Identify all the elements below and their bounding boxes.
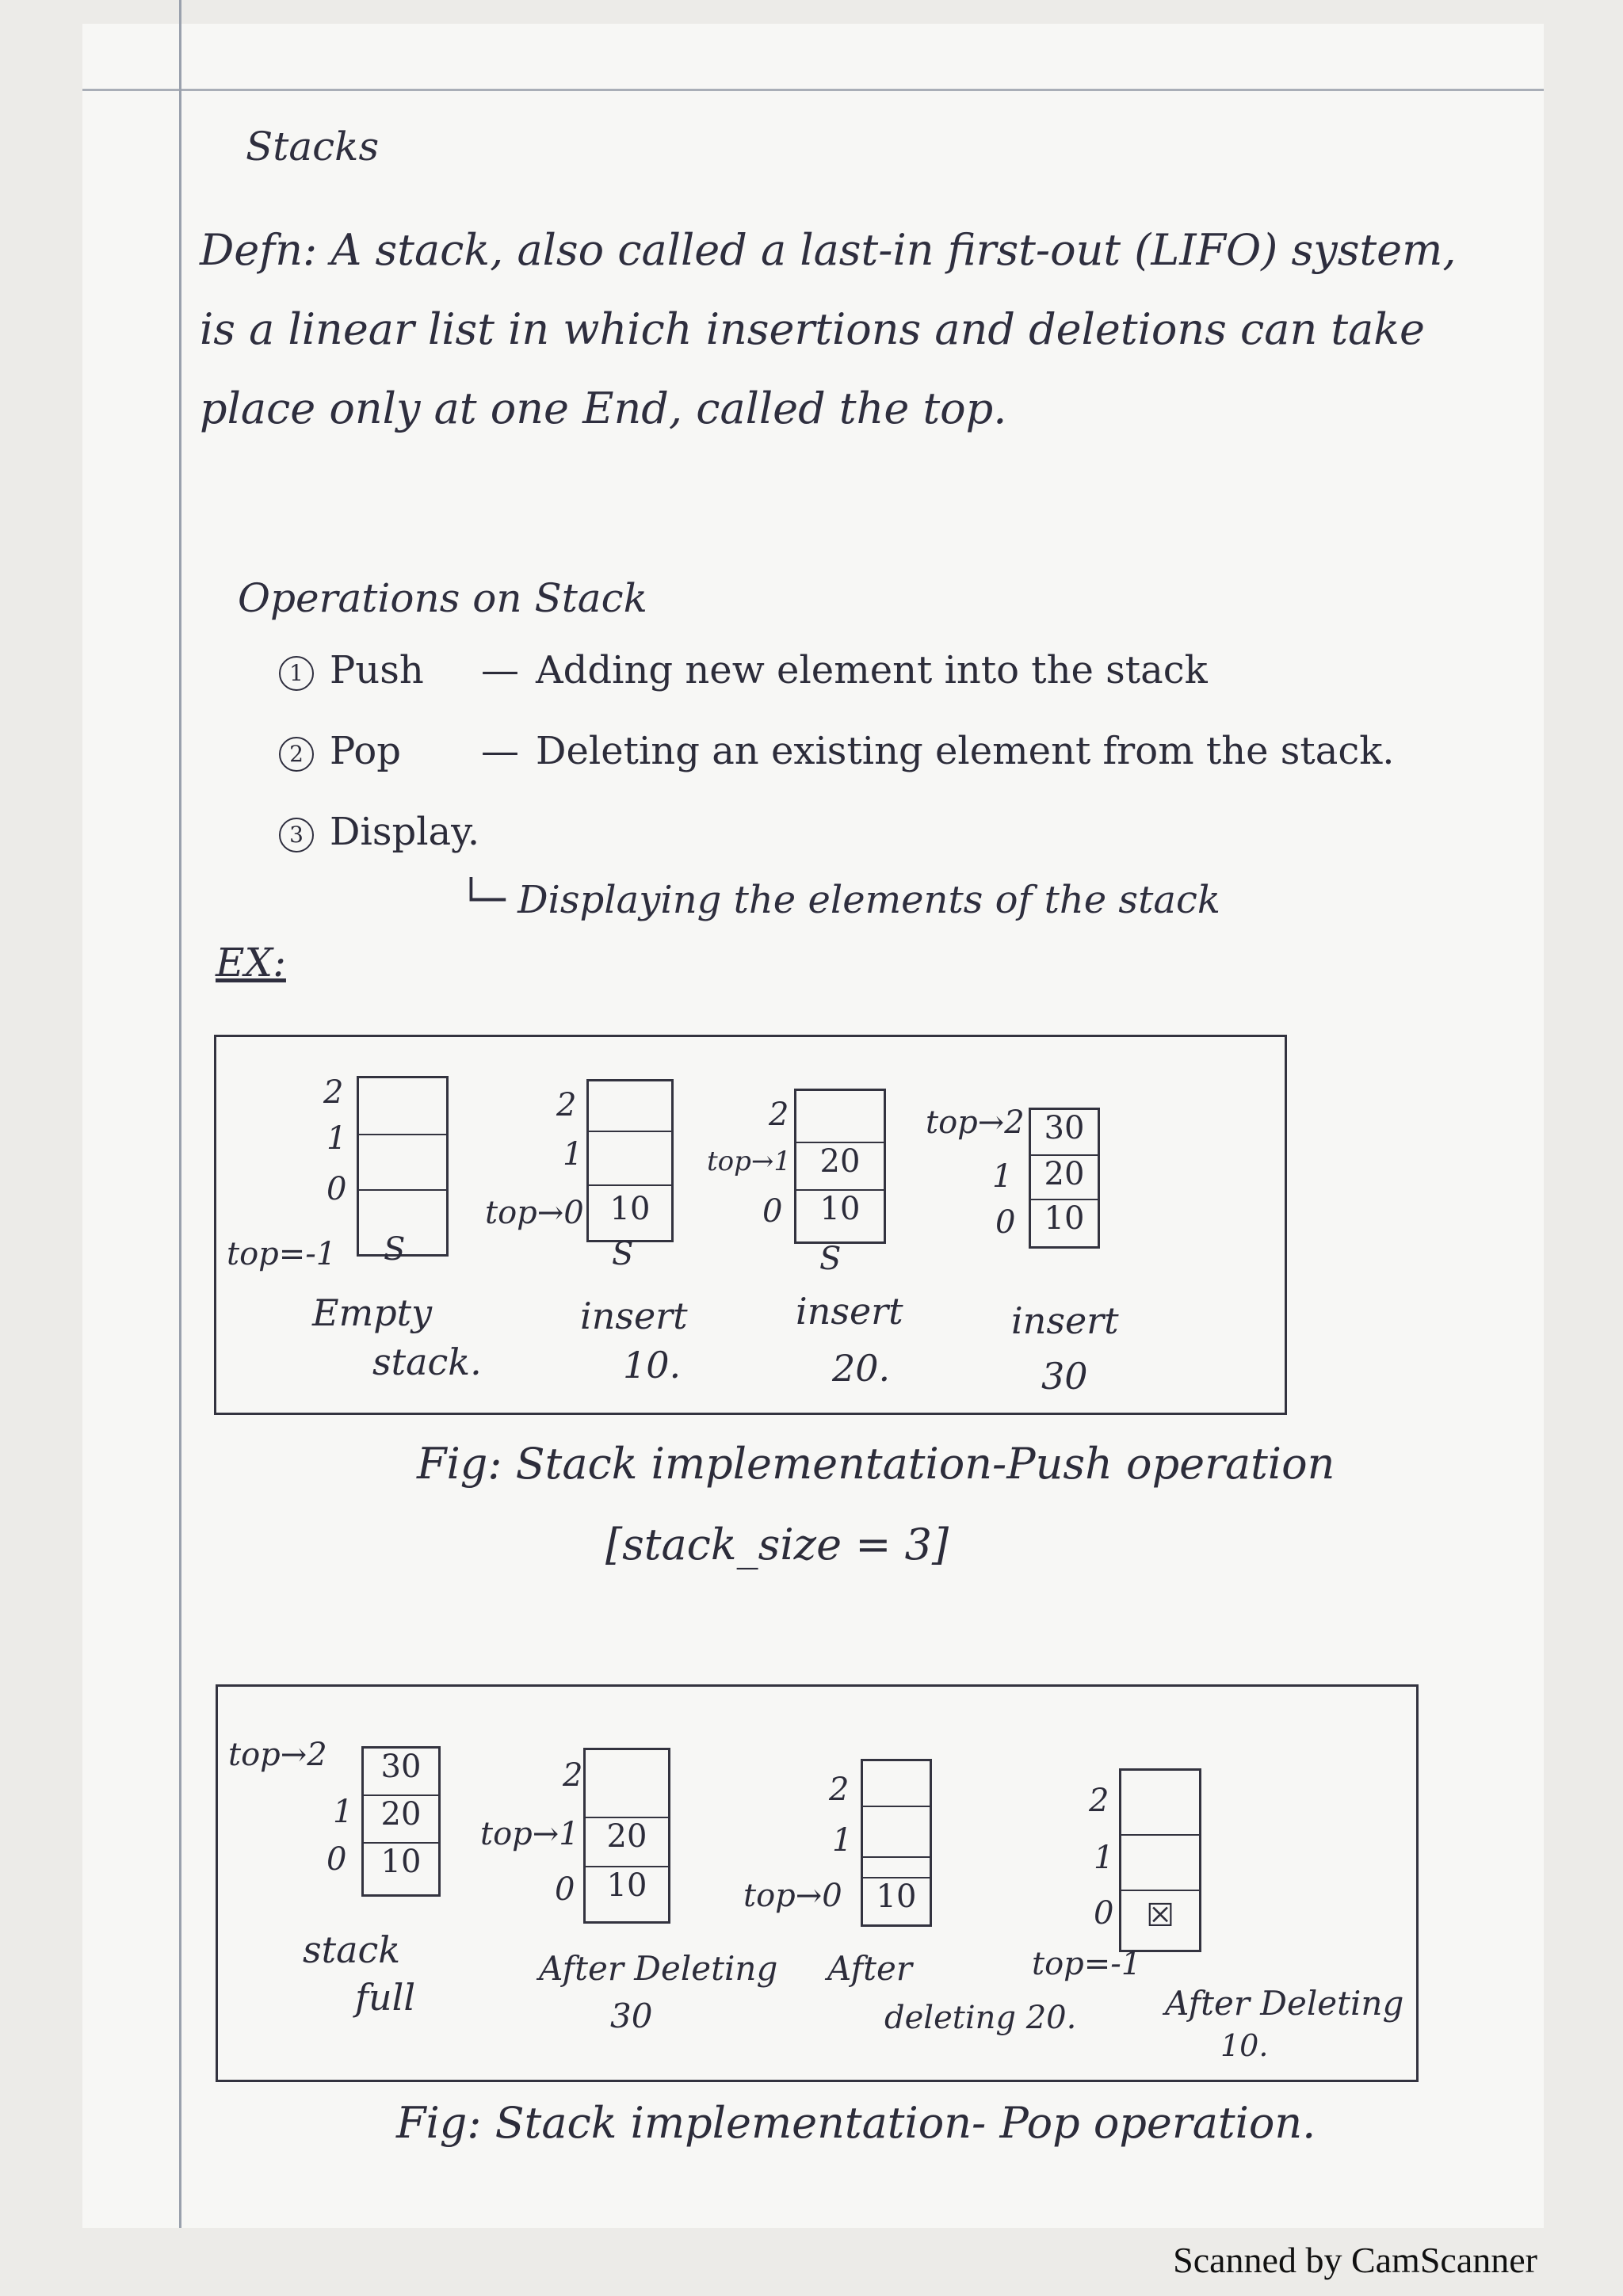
stack-box: [583, 1748, 670, 1924]
pop-figure-caption: Fig: Stack implementation- Pop operation.: [396, 2098, 1316, 2148]
operation-item-pop: [279, 729, 1395, 810]
display-note-text: Displaying the elements of the stack: [517, 878, 1220, 922]
index-label: 1: [333, 1794, 353, 1830]
definition-text: Defn: A stack, also called a last-in first-out (LIFO) system, is a linear list in which insertions and deletions can take place only at one End, called the top.: [200, 225, 1457, 433]
stack-name: S: [612, 1236, 634, 1272]
cell-divider: [1121, 1890, 1199, 1891]
top-label: top=-1: [1032, 1946, 1142, 1982]
index-label: 0: [995, 1204, 1016, 1241]
index-label: 2: [1089, 1783, 1109, 1819]
caption-line2: deleting 20.: [884, 2000, 1077, 2036]
cell-value: 20: [819, 1143, 861, 1180]
top-label: top→2: [228, 1737, 327, 1773]
cell-value: 10: [863, 1877, 930, 1923]
cell-value: 20: [364, 1794, 438, 1844]
index-label: 0: [327, 1841, 347, 1878]
cell-value: 20: [1031, 1154, 1098, 1200]
stack-size-note: [stack_size = 3]: [605, 1520, 949, 1569]
dash: —: [481, 648, 519, 692]
top-label: top=-1: [227, 1236, 337, 1272]
cell-value: 10: [586, 1866, 668, 1917]
deleted-cell-value: ☒: [1146, 1897, 1174, 1934]
index-label: 1: [832, 1822, 853, 1859]
cell-divider: [589, 1184, 671, 1186]
operation-number: 3: [279, 818, 314, 852]
caption-line2: full: [355, 1976, 416, 2019]
stack-box: [361, 1746, 441, 1897]
operations-list: [279, 648, 1395, 891]
cell-value: 20: [606, 1818, 647, 1855]
index-label: 1: [563, 1136, 583, 1173]
operation-name: Push: [330, 648, 424, 692]
cell-divider: [359, 1189, 446, 1191]
cell-value: 10: [609, 1191, 651, 1227]
caption-line2: 30: [1041, 1355, 1088, 1398]
index-label: 0: [762, 1193, 783, 1230]
stack-box: [357, 1076, 449, 1257]
operations-heading: Operations on Stack: [238, 575, 647, 621]
dash: —: [481, 729, 519, 773]
stack-box: [794, 1089, 886, 1244]
stack-box: [1029, 1108, 1100, 1249]
cell-value: 30: [1044, 1110, 1085, 1146]
example-label: EX:: [216, 940, 286, 986]
caption-line2: 10.: [623, 1344, 682, 1386]
caption-line1: After Deleting: [1165, 1984, 1404, 2023]
operation-name: Display.: [330, 810, 480, 854]
display-note: └─ Displaying the elements of the stack: [460, 878, 1220, 922]
cell-divider: [863, 1856, 930, 1858]
operation-desc: Adding new element into the stack: [536, 648, 1208, 692]
scanner-watermark: Scanned by CamScanner: [1173, 2240, 1537, 2280]
top-label: top→0: [743, 1878, 842, 1914]
caption-line2: 10.: [1220, 2028, 1269, 2063]
caption-line2: 30: [610, 1997, 653, 2035]
cell-value: 30: [380, 1749, 422, 1785]
cell-divider: [589, 1131, 671, 1132]
index-label: 2: [829, 1772, 850, 1808]
caption-line1: stack: [303, 1928, 401, 1971]
margin-rule: [179, 0, 181, 2228]
stack-box: [861, 1759, 932, 1927]
index-label: 2: [563, 1757, 583, 1794]
cell-value: 10: [1031, 1199, 1098, 1245]
index-label: 1: [327, 1120, 347, 1157]
top-label: top→2: [926, 1104, 1025, 1141]
cell-value: 10: [796, 1189, 884, 1238]
stack-name: S: [384, 1231, 406, 1268]
index-label: 0: [555, 1871, 575, 1908]
cell-divider: [863, 1806, 930, 1807]
index-label: 1: [992, 1158, 1013, 1195]
index-label: 2: [556, 1087, 577, 1123]
caption-line1: insert: [580, 1295, 688, 1337]
stack-name: S: [819, 1241, 842, 1277]
operation-item-push: [279, 648, 1395, 729]
caption-line1: Empty: [312, 1291, 433, 1334]
page-title: Stacks: [246, 124, 380, 170]
cell-divider: [1121, 1834, 1199, 1836]
top-label: top→1: [707, 1146, 792, 1177]
index-label: 2: [323, 1074, 344, 1111]
index-label: 1: [1094, 1840, 1114, 1876]
caption-line2: 20.: [832, 1347, 891, 1390]
top-label: top→0: [485, 1195, 584, 1231]
operation-number: 1: [279, 656, 314, 691]
operation-name: Pop: [330, 729, 401, 773]
stack-box: [1119, 1768, 1201, 1952]
page-top-rule: [82, 89, 1544, 91]
caption-line2: stack.: [372, 1341, 482, 1383]
cell-value: 10: [364, 1842, 438, 1893]
stack-box: [586, 1079, 674, 1242]
caption-line1: After Deleting: [539, 1949, 778, 1988]
index-label: 0: [1094, 1895, 1114, 1932]
caption-line1: insert: [796, 1290, 903, 1333]
push-figure-caption: Fig: Stack implementation-Push operation: [417, 1439, 1335, 1489]
caption-line1: insert: [1011, 1299, 1119, 1342]
operation-number: 2: [279, 737, 314, 772]
index-label: 2: [769, 1097, 789, 1133]
index-label: 0: [327, 1171, 347, 1207]
top-label: top→1: [480, 1816, 579, 1852]
caption-line1: After: [827, 1949, 912, 1988]
cell-divider: [359, 1134, 446, 1135]
operation-desc: Deleting an existing element from the stack.: [536, 729, 1395, 773]
